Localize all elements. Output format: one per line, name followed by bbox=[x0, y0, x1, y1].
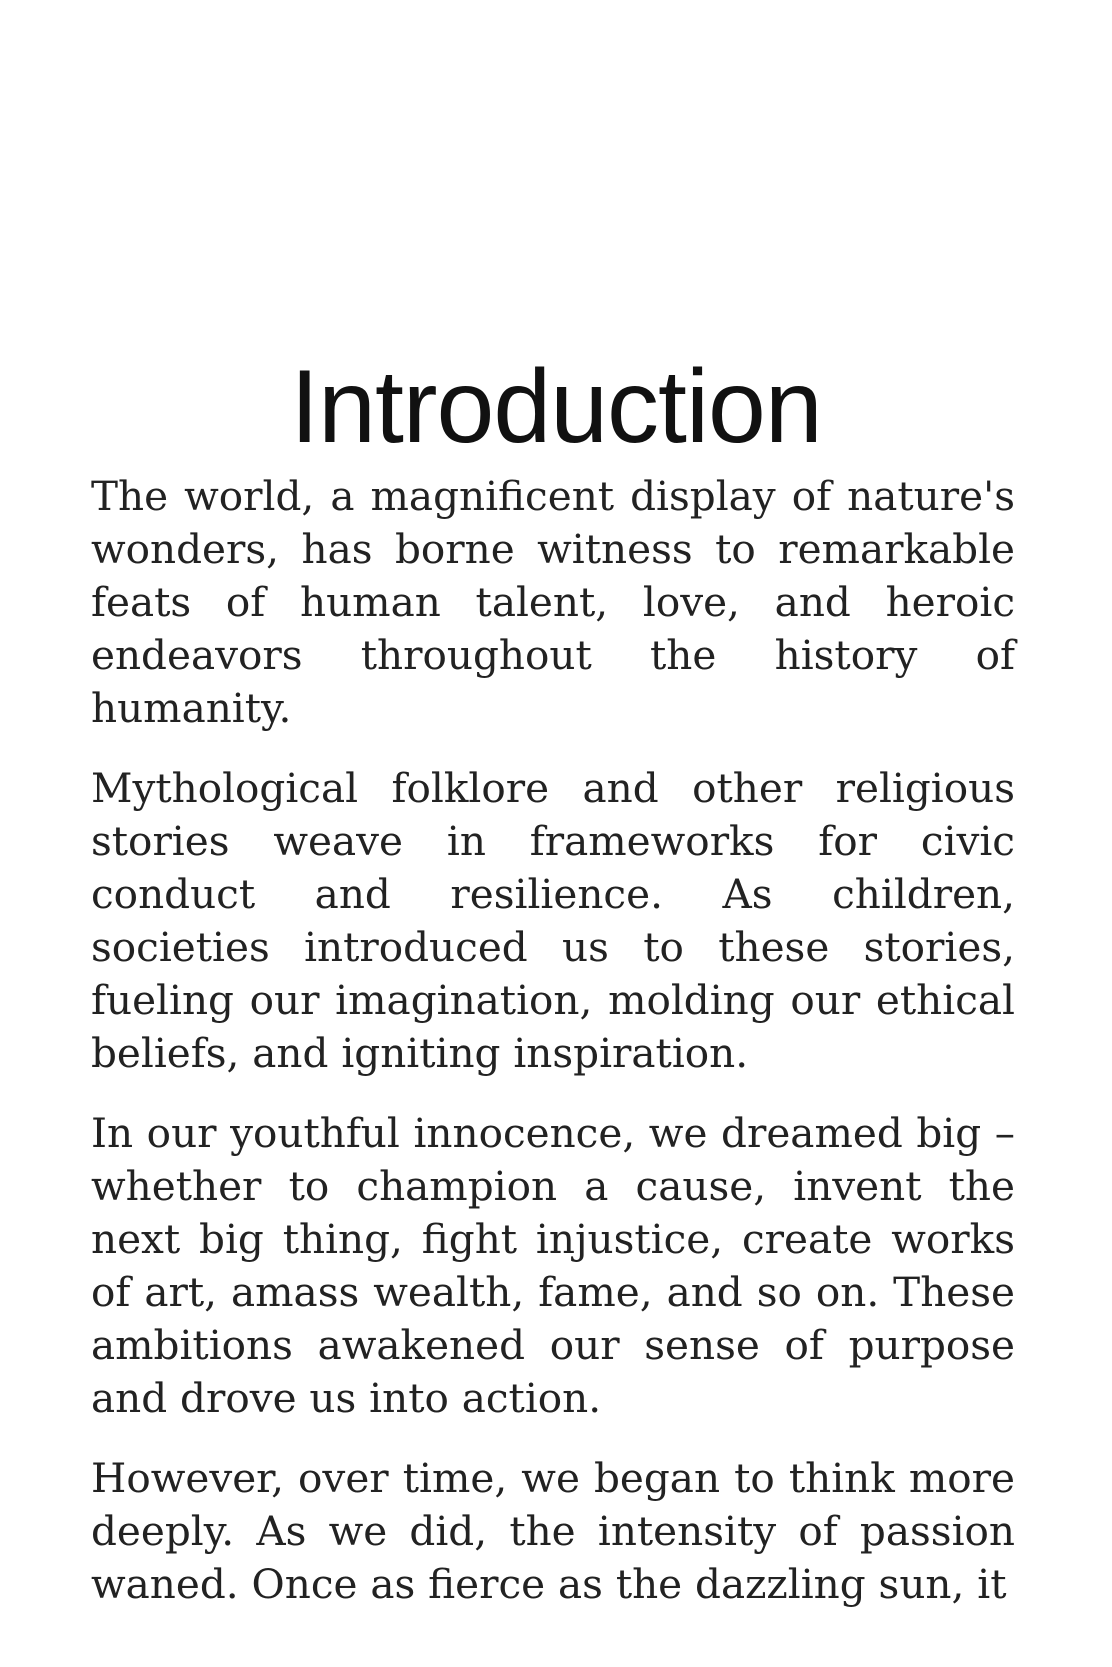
paragraph-1: The world, a magnificent display of nature's wonders, has borne witness to remarkable feats of human talent, love, and heroic endeavors throughout the history of humanity. bbox=[91, 472, 1015, 732]
paragraph-3: In our youthful innocence, we dreamed big – whether to champion a cause, invent the next big thing, fight injustice, create works of art, amass wealth, fame, and so on. These ambitions awakened our sense of purpose and drove us into action. bbox=[91, 1109, 1015, 1422]
paragraph-2: Mythological folklore and other religious stories weave in frameworks for civic conduct and resilience. As children, societies introduced us to these stories, fueling our imagination, molding our ethical beliefs, and igniting inspiration. bbox=[91, 764, 1015, 1077]
paragraph-4: However, over time, we began to think more deeply. As we did, the intensity of passion waned. Once as fierce as the dazzling sun, it bbox=[91, 1454, 1015, 1608]
chapter-title: Introduction bbox=[290, 349, 822, 465]
chapter-body bbox=[91, 470, 1015, 1638]
